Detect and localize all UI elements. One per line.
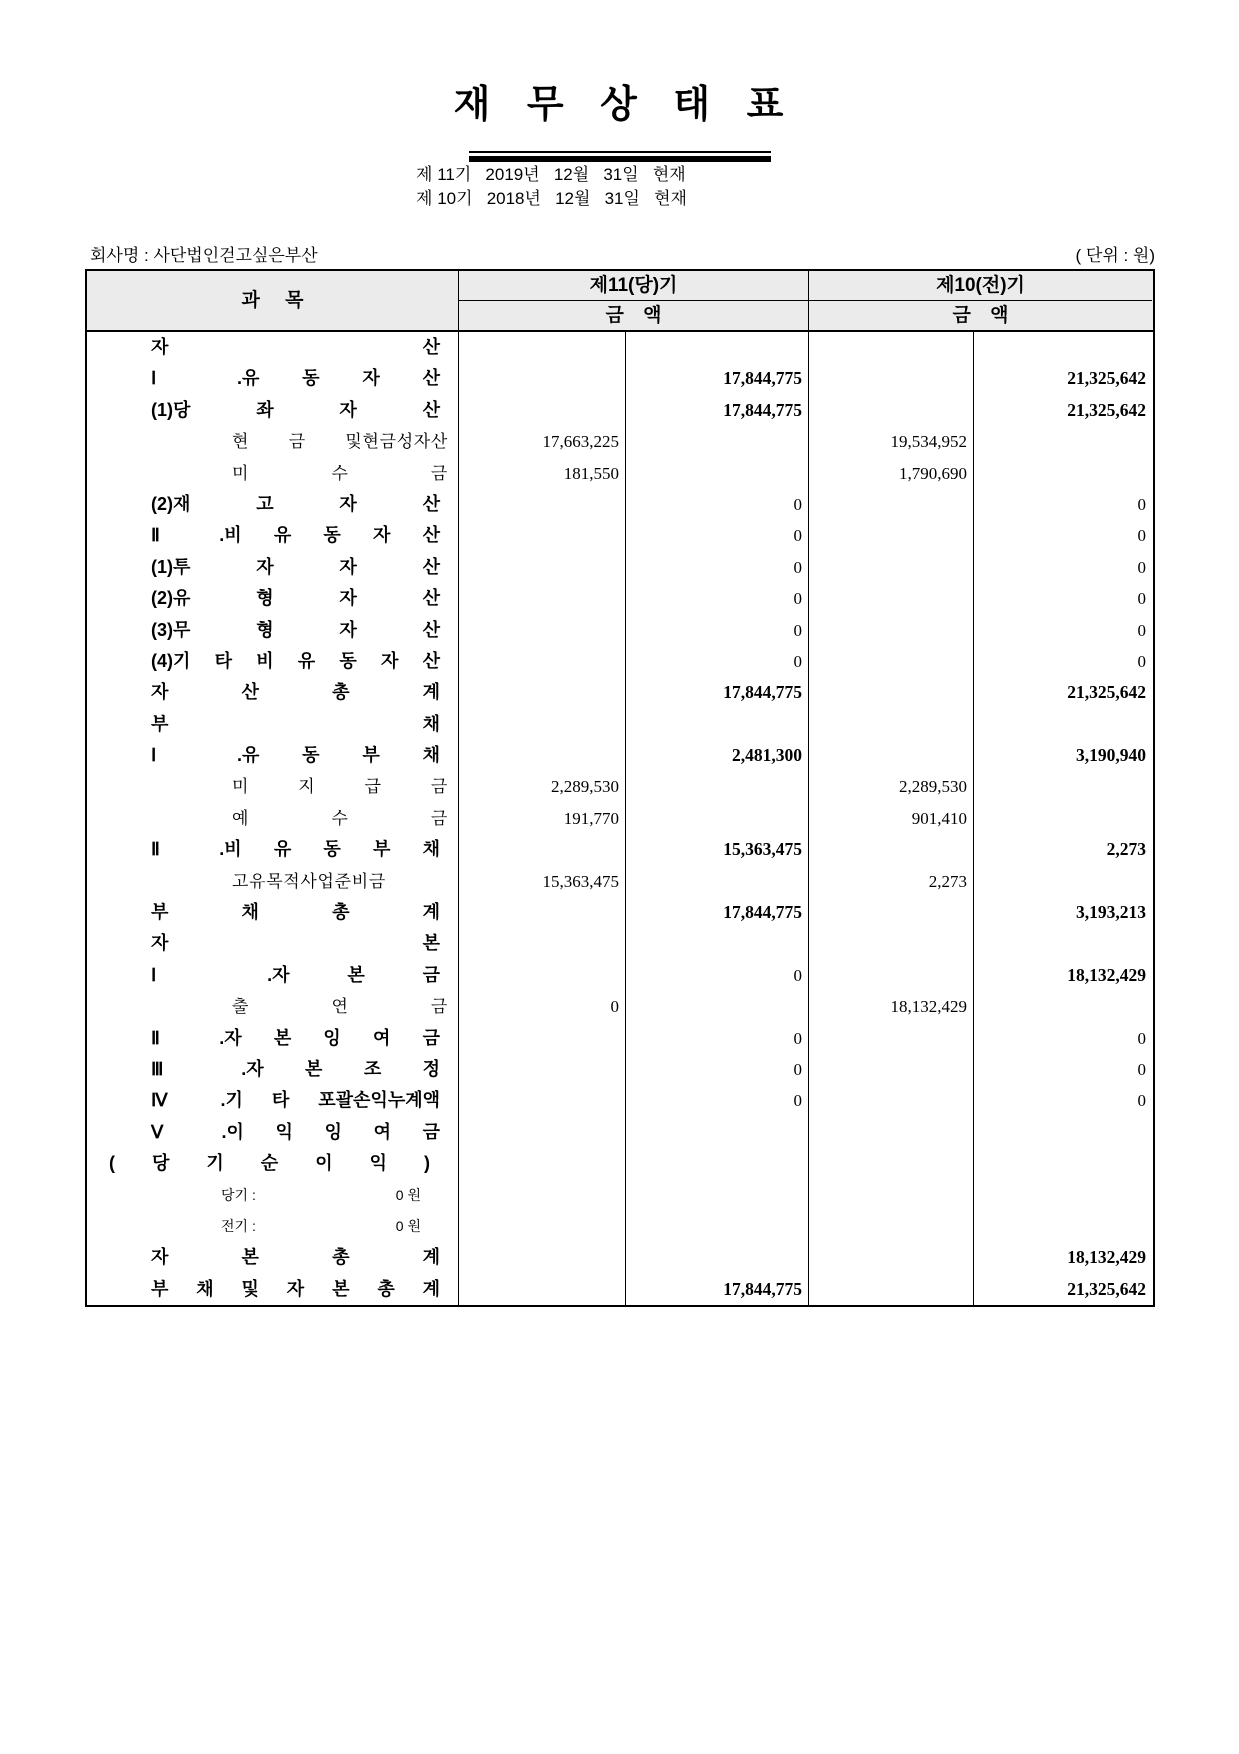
account-label bbox=[87, 1180, 458, 1211]
account-label: 현 금 및현금성자산 bbox=[232, 432, 448, 452]
amount-prior-total bbox=[973, 458, 1152, 489]
unit-label: ( 단위 : 원) bbox=[1075, 246, 1155, 265]
table-header bbox=[87, 271, 1153, 332]
amount-prior-total: 0 bbox=[973, 520, 1152, 551]
amount-prior-detail bbox=[808, 928, 973, 959]
amount-prior-total: 21,325,642 bbox=[973, 1274, 1152, 1305]
amount-prior-total: 0 bbox=[973, 646, 1152, 677]
account-label: 고유목적사업준비금 bbox=[232, 871, 386, 891]
amount-current-detail bbox=[458, 1085, 625, 1116]
amount-current-detail bbox=[458, 552, 625, 583]
amount-current-total bbox=[625, 1211, 808, 1242]
amount-prior-detail bbox=[808, 615, 973, 646]
amount-prior-detail: 19,534,952 bbox=[808, 426, 973, 457]
account-label: 자 산 총 계 bbox=[151, 682, 440, 703]
amount-prior-detail bbox=[808, 520, 973, 551]
amount-prior-total: 21,325,642 bbox=[973, 677, 1152, 708]
amount-current-total: 0 bbox=[625, 1054, 808, 1085]
page-title: 재 무 상 태 표 bbox=[453, 84, 786, 126]
amount-current-total bbox=[625, 426, 808, 457]
balance-sheet-table bbox=[85, 269, 1155, 1307]
company-name-label: 회사명 : 사단법인걷고싶은부산 bbox=[90, 246, 318, 265]
amount-prior-total bbox=[973, 991, 1152, 1022]
amount-current-detail bbox=[458, 1023, 625, 1054]
amount-prior-detail: 2,273 bbox=[808, 866, 973, 897]
amount-current-detail bbox=[458, 1117, 625, 1148]
amount-prior-total: 21,325,642 bbox=[973, 395, 1152, 426]
amount-prior-total: 0 bbox=[973, 1054, 1152, 1085]
account-label: (1)투 자 자 산 bbox=[151, 556, 440, 577]
amount-current-detail: 2,289,530 bbox=[458, 771, 625, 802]
amount-current-detail bbox=[458, 363, 625, 394]
header-amount-current: 금 액 bbox=[458, 301, 808, 330]
amount-prior-total bbox=[973, 866, 1152, 897]
amount-prior-total: 18,132,429 bbox=[973, 1242, 1152, 1273]
amount-current-total: 17,844,775 bbox=[625, 677, 808, 708]
amount-current-detail bbox=[458, 615, 625, 646]
amount-prior-detail: 1,790,690 bbox=[808, 458, 973, 489]
header-subject: 과 목 bbox=[241, 290, 304, 311]
account-label: Ⅱ .자 본 잉 여 금 bbox=[151, 1027, 440, 1048]
amount-prior-detail bbox=[808, 740, 973, 771]
amount-current-total: 15,363,475 bbox=[625, 834, 808, 865]
amount-current-total bbox=[625, 709, 808, 740]
amount-current-total: 2,481,300 bbox=[625, 740, 808, 771]
account-label: 미 지 급 금 bbox=[232, 777, 448, 797]
amount-current-total: 17,844,775 bbox=[625, 395, 808, 426]
amount-prior-detail bbox=[808, 489, 973, 520]
amount-current-detail bbox=[458, 677, 625, 708]
header-period-current: 제11(당)기 bbox=[458, 271, 808, 301]
amount-prior-detail bbox=[808, 1054, 973, 1085]
amount-prior-total bbox=[973, 426, 1152, 457]
amount-current-detail bbox=[458, 1274, 625, 1305]
account-label: Ⅲ .자 본 조 정 bbox=[151, 1058, 440, 1079]
note-value: 0 원 bbox=[395, 1217, 421, 1234]
account-label: Ⅰ .유 동 부 채 bbox=[151, 745, 440, 766]
amount-prior-total: 3,193,213 bbox=[973, 897, 1152, 928]
amount-prior-total: 0 bbox=[973, 615, 1152, 646]
account-label: Ⅱ .비 유 동 자 산 bbox=[151, 525, 440, 546]
amount-current-total: 0 bbox=[625, 489, 808, 520]
amount-current-total bbox=[625, 928, 808, 959]
amount-prior-detail bbox=[808, 583, 973, 614]
amount-prior-detail: 18,132,429 bbox=[808, 991, 973, 1022]
amount-prior-detail bbox=[808, 1085, 973, 1116]
amount-current-detail bbox=[458, 897, 625, 928]
amount-prior-total bbox=[973, 332, 1152, 363]
amount-current-detail bbox=[458, 489, 625, 520]
amount-prior-total bbox=[973, 1148, 1152, 1179]
amount-current-detail bbox=[458, 1180, 625, 1211]
amount-current-total bbox=[625, 1117, 808, 1148]
amount-prior-detail bbox=[808, 363, 973, 394]
account-label: (1)당 좌 자 산 bbox=[151, 399, 440, 420]
amount-prior-detail bbox=[808, 709, 973, 740]
account-label: Ⅴ .이 익 잉 여 금 bbox=[151, 1121, 440, 1142]
note-label: 당기 : bbox=[221, 1186, 256, 1203]
amount-current-detail bbox=[458, 928, 625, 959]
account-label: 자 본 총 계 bbox=[151, 1247, 440, 1268]
amount-current-total bbox=[625, 458, 808, 489]
amount-prior-detail bbox=[808, 897, 973, 928]
header-period-prior: 제10(전)기 bbox=[808, 271, 1152, 301]
amount-prior-total bbox=[973, 1211, 1152, 1242]
amount-prior-total: 0 bbox=[973, 1023, 1152, 1054]
title-underline bbox=[469, 151, 771, 162]
amount-current-detail bbox=[458, 1054, 625, 1085]
amount-current-detail: 191,770 bbox=[458, 803, 625, 834]
account-label: 출 연 금 bbox=[232, 997, 448, 1017]
amount-prior-detail bbox=[808, 677, 973, 708]
amount-prior-detail bbox=[808, 1148, 973, 1179]
account-label: Ⅰ .유 동 자 산 bbox=[151, 368, 440, 389]
account-label: (4)기 타 비 유 동 자 산 bbox=[151, 650, 440, 671]
amount-current-total bbox=[625, 1242, 808, 1273]
amount-prior-detail bbox=[808, 1242, 973, 1273]
amount-current-total: 0 bbox=[625, 1023, 808, 1054]
amount-prior-total: 18,132,429 bbox=[973, 960, 1152, 991]
amount-prior-detail bbox=[808, 1180, 973, 1211]
table-body bbox=[87, 332, 1153, 1305]
amount-current-total bbox=[625, 803, 808, 834]
amount-prior-total: 2,273 bbox=[973, 834, 1152, 865]
amount-current-total bbox=[625, 1180, 808, 1211]
amount-current-total: 0 bbox=[625, 646, 808, 677]
amount-prior-detail bbox=[808, 646, 973, 677]
amount-prior-total: 21,325,642 bbox=[973, 363, 1152, 394]
account-label: 자 본 bbox=[151, 933, 440, 954]
amount-current-total bbox=[625, 1148, 808, 1179]
amount-current-total: 17,844,775 bbox=[625, 1274, 808, 1305]
amount-current-detail bbox=[458, 740, 625, 771]
account-label: 부 채 bbox=[151, 713, 440, 734]
amount-current-detail bbox=[458, 583, 625, 614]
amount-current-detail bbox=[458, 1148, 625, 1179]
amount-current-detail: 0 bbox=[458, 991, 625, 1022]
account-label: 부 채 및 자 본 총 계 bbox=[151, 1278, 440, 1299]
amount-current-total: 0 bbox=[625, 960, 808, 991]
amount-prior-total: 3,190,940 bbox=[973, 740, 1152, 771]
period-line-current: 제 11기 2019년 12월 31일 현재 bbox=[416, 165, 686, 184]
amount-current-total: 0 bbox=[625, 552, 808, 583]
amount-current-detail: 17,663,225 bbox=[458, 426, 625, 457]
account-label: 부 채 총 계 bbox=[151, 902, 440, 923]
amount-prior-total: 0 bbox=[973, 552, 1152, 583]
amount-prior-total bbox=[973, 1117, 1152, 1148]
account-label: ( 당 기 순 이 익 ) bbox=[109, 1153, 430, 1174]
amount-prior-total: 0 bbox=[973, 1085, 1152, 1116]
amount-prior-total bbox=[973, 709, 1152, 740]
amount-prior-total: 0 bbox=[973, 583, 1152, 614]
amount-prior-total: 0 bbox=[973, 489, 1152, 520]
amount-current-detail bbox=[458, 1211, 625, 1242]
account-label: Ⅱ .비 유 동 부 채 bbox=[151, 839, 440, 860]
account-label: (3)무 형 자 산 bbox=[151, 619, 440, 640]
note-value: 0 원 bbox=[395, 1186, 421, 1203]
amount-current-detail: 15,363,475 bbox=[458, 866, 625, 897]
amount-prior-detail: 901,410 bbox=[808, 803, 973, 834]
amount-prior-detail bbox=[808, 332, 973, 363]
account-label: (2)유 형 자 산 bbox=[151, 588, 440, 609]
amount-current-detail bbox=[458, 332, 625, 363]
amount-prior-total bbox=[973, 803, 1152, 834]
amount-current-detail bbox=[458, 1242, 625, 1273]
amount-prior-detail bbox=[808, 1117, 973, 1148]
amount-current-detail bbox=[458, 960, 625, 991]
account-label bbox=[87, 1211, 458, 1242]
account-label: 예 수 금 bbox=[232, 808, 448, 828]
amount-current-detail bbox=[458, 395, 625, 426]
amount-current-detail bbox=[458, 709, 625, 740]
amount-current-detail bbox=[458, 646, 625, 677]
amount-current-detail bbox=[458, 520, 625, 551]
amount-prior-total bbox=[973, 928, 1152, 959]
account-label: 자 산 bbox=[151, 337, 440, 357]
amount-prior-detail bbox=[808, 1211, 973, 1242]
amount-current-total: 0 bbox=[625, 1085, 808, 1116]
amount-prior-detail bbox=[808, 552, 973, 583]
amount-current-total bbox=[625, 991, 808, 1022]
account-label: (2)재 고 자 산 bbox=[151, 493, 440, 514]
amount-prior-detail bbox=[808, 834, 973, 865]
note-label: 전기 : bbox=[221, 1217, 256, 1234]
amount-prior-total bbox=[973, 771, 1152, 802]
amount-prior-detail bbox=[808, 395, 973, 426]
amount-current-detail: 181,550 bbox=[458, 458, 625, 489]
amount-prior-detail bbox=[808, 960, 973, 991]
account-label: 미 수 금 bbox=[232, 463, 448, 483]
amount-current-total: 0 bbox=[625, 520, 808, 551]
amount-current-total bbox=[625, 332, 808, 363]
amount-current-total: 0 bbox=[625, 615, 808, 646]
amount-prior-total bbox=[973, 1180, 1152, 1211]
amount-current-total: 17,844,775 bbox=[625, 363, 808, 394]
header-amount-prior: 금 액 bbox=[808, 301, 1152, 330]
period-line-prior: 제 10기 2018년 12월 31일 현재 bbox=[416, 189, 687, 208]
amount-current-total: 17,844,775 bbox=[625, 897, 808, 928]
amount-prior-detail bbox=[808, 1274, 973, 1305]
account-label: Ⅳ .기 타 포괄손익누계액 bbox=[151, 1090, 440, 1111]
amount-current-total bbox=[625, 771, 808, 802]
amount-current-total bbox=[625, 866, 808, 897]
amount-current-detail bbox=[458, 834, 625, 865]
amount-current-total: 0 bbox=[625, 583, 808, 614]
account-label: Ⅰ .자 본 금 bbox=[151, 964, 440, 985]
amount-prior-detail: 2,289,530 bbox=[808, 771, 973, 802]
amount-prior-detail bbox=[808, 1023, 973, 1054]
